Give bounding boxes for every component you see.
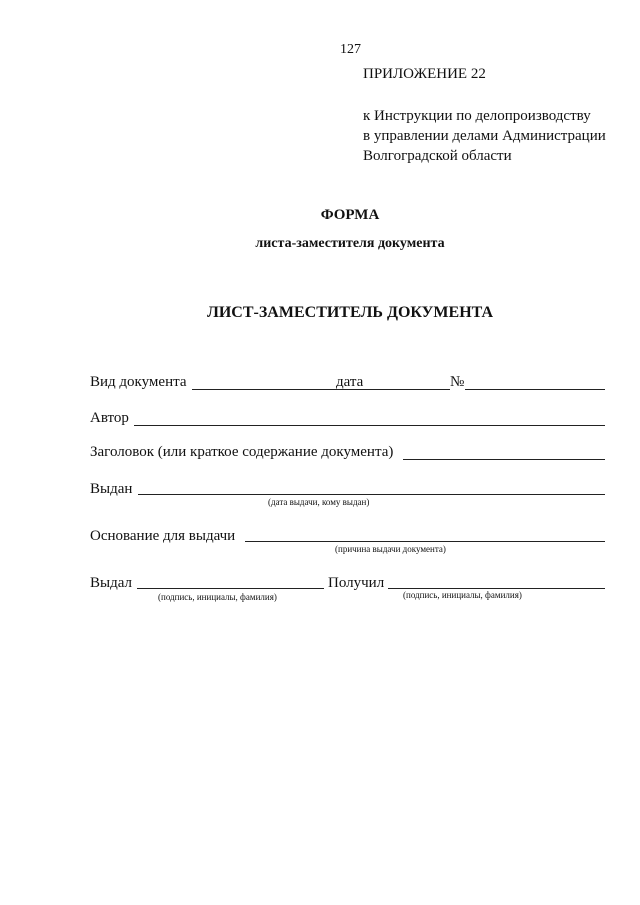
appendix-reference [363, 106, 613, 166]
issued-by-hint: (подпись, инициалы, фамилия) [158, 592, 277, 602]
basis-hint: (причина выдачи документа) [335, 544, 446, 554]
basis-field[interactable] [245, 541, 605, 542]
date-label: дата [336, 374, 364, 390]
appendix-line-3: Волгоградской области [363, 148, 512, 164]
received-field[interactable] [388, 588, 605, 589]
page-number: 127 [340, 42, 361, 57]
issued-label: Выдан [90, 481, 133, 497]
doc-type-label: Вид документа [90, 374, 187, 390]
form-subtitle: листа-заместителя документа [255, 236, 445, 251]
issued-hint: (дата выдачи, кому выдан) [268, 497, 370, 507]
issued-by-label: Выдал [90, 575, 132, 591]
issued-field[interactable] [138, 494, 605, 495]
heading-label: Заголовок (или краткое содержание документа) [90, 444, 394, 460]
basis-label: Основание для выдачи [90, 528, 236, 544]
received-hint: (подпись, инициалы, фамилия) [403, 590, 522, 600]
number-field[interactable] [465, 389, 605, 390]
author-label: Автор [90, 410, 129, 426]
issued-by-field[interactable] [137, 588, 324, 589]
document-title: ЛИСТ-ЗАМЕСТИТЕЛЬ ДОКУМЕНТА [206, 304, 494, 321]
appendix-line-1: к Инструкции по делопроизводству [363, 108, 591, 124]
date-field[interactable] [368, 389, 450, 390]
received-label: Получил [328, 575, 385, 591]
appendix-title: ПРИЛОЖЕНИЕ 22 [363, 66, 486, 82]
appendix-line-2: в управлении делами Администрации [363, 128, 606, 144]
number-label: № [450, 374, 465, 390]
form-title: ФОРМА [320, 207, 380, 223]
author-field[interactable] [134, 425, 605, 426]
heading-field[interactable] [403, 459, 605, 460]
